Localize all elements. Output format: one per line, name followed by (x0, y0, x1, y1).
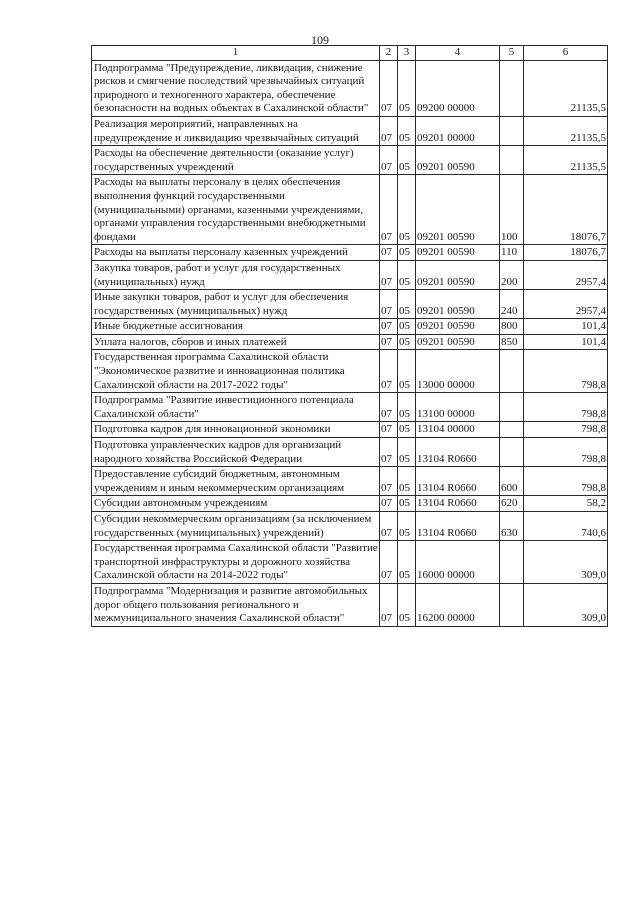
expense-type-cell (500, 422, 524, 438)
section-code-cell: 07 (380, 393, 398, 422)
subsection-code-cell: 05 (398, 334, 416, 350)
expense-type-cell: 630 (500, 512, 524, 541)
column-header: 2 (380, 46, 398, 61)
row-name-cell: Подпрограмма "Предупреждение, ликвидация, снижение рисков и смягчение последствий чрезвычайных ситуаций природного и техногенного характера, обеспечение безопасности на водных объектах в Сахалинской области" (92, 60, 380, 116)
row-name-cell: Уплата налогов, сборов и иных платежей (92, 334, 380, 350)
amount-cell: 101,4 (524, 334, 608, 350)
target-article-cell: 13104 R0660 (416, 467, 500, 496)
amount-cell: 21135,5 (524, 116, 608, 145)
table-row (92, 350, 608, 393)
target-article-cell: 13100 00000 (416, 393, 500, 422)
row-name-cell: Реализация мероприятий, направленных на предупреждение и ликвидацию чрезвычайных ситуаций (92, 116, 380, 145)
page-number: 109 (311, 33, 329, 47)
table-row (92, 334, 608, 350)
row-name-cell: Предоставление субсидий бюджетным, автономным учреждениям и иным некоммерческим организациям (92, 467, 380, 496)
section-code-cell: 07 (380, 290, 398, 319)
row-name-cell: Закупка товаров, работ и услуг для государственных (муниципальных) нужд (92, 260, 380, 289)
amount-cell: 798,8 (524, 438, 608, 467)
expense-type-cell (500, 60, 524, 116)
column-header: 1 (92, 46, 380, 61)
subsection-code-cell: 05 (398, 260, 416, 289)
amount-cell: 309,0 (524, 583, 608, 626)
subsection-code-cell: 05 (398, 319, 416, 335)
section-code-cell: 07 (380, 245, 398, 261)
subsection-code-cell: 05 (398, 146, 416, 175)
amount-cell: 18076,7 (524, 175, 608, 245)
table-row (92, 512, 608, 541)
expense-type-cell: 100 (500, 175, 524, 245)
target-article-cell: 09201 00000 (416, 116, 500, 145)
expense-type-cell: 600 (500, 467, 524, 496)
row-name-cell: Субсидии автономным учреждениям (92, 496, 380, 512)
expense-type-cell (500, 583, 524, 626)
row-name-cell: Расходы на выплаты персоналу в целях обеспечения выполнения функций государственными (муниципальными) органами, казенными учреждениями, органами управления государственными внебюджетными фондами (92, 175, 380, 245)
amount-cell: 58,2 (524, 496, 608, 512)
subsection-code-cell: 05 (398, 583, 416, 626)
column-header: 5 (500, 46, 524, 61)
table-row (92, 116, 608, 145)
target-article-cell: 09201 00590 (416, 146, 500, 175)
subsection-code-cell: 05 (398, 116, 416, 145)
row-name-cell: Подготовка кадров для инновационной экономики (92, 422, 380, 438)
amount-cell: 740,6 (524, 512, 608, 541)
column-header: 4 (416, 46, 500, 61)
expense-type-cell (500, 350, 524, 393)
section-code-cell: 07 (380, 319, 398, 335)
table-row (92, 290, 608, 319)
target-article-cell: 09201 00590 (416, 245, 500, 261)
subsection-code-cell: 05 (398, 60, 416, 116)
column-header: 3 (398, 46, 416, 61)
subsection-code-cell: 05 (398, 350, 416, 393)
expense-type-cell (500, 541, 524, 584)
amount-cell: 2957,4 (524, 290, 608, 319)
expense-type-cell: 620 (500, 496, 524, 512)
target-article-cell: 09200 00000 (416, 60, 500, 116)
target-article-cell: 16000 00000 (416, 541, 500, 584)
amount-cell: 798,8 (524, 467, 608, 496)
table-row (92, 496, 608, 512)
amount-cell: 21135,5 (524, 60, 608, 116)
subsection-code-cell: 05 (398, 541, 416, 584)
expense-type-cell: 800 (500, 319, 524, 335)
row-name-cell: Иные бюджетные ассигнования (92, 319, 380, 335)
section-code-cell: 07 (380, 541, 398, 584)
amount-cell: 18076,7 (524, 245, 608, 261)
row-name-cell: Иные закупки товаров, работ и услуг для обеспечения государственных (муниципальных) нужд (92, 290, 380, 319)
row-name-cell: Подпрограмма "Развитие инвестиционного потенциала Сахалинской области" (92, 393, 380, 422)
expense-type-cell (500, 146, 524, 175)
target-article-cell: 13000 00000 (416, 350, 500, 393)
budget-table (91, 45, 608, 627)
row-name-cell: Расходы на обеспечение деятельности (оказание услуг) государственных учреждений (92, 146, 380, 175)
row-name-cell: Государственная программа Сахалинской области "Развитие транспортной инфраструктуры и дорожного хозяйства Сахалинской области на 2014-2022 годы" (92, 541, 380, 584)
table-row (92, 175, 608, 245)
table-header-row (92, 46, 608, 61)
table-row (92, 583, 608, 626)
target-article-cell: 16200 00000 (416, 583, 500, 626)
target-article-cell: 13104 R0660 (416, 512, 500, 541)
section-code-cell: 07 (380, 116, 398, 145)
target-article-cell: 13104 00000 (416, 422, 500, 438)
section-code-cell: 07 (380, 496, 398, 512)
target-article-cell: 09201 00590 (416, 319, 500, 335)
section-code-cell: 07 (380, 467, 398, 496)
subsection-code-cell: 05 (398, 512, 416, 541)
row-name-cell: Подготовка управленческих кадров для организаций народного хозяйства Российской Федерации (92, 438, 380, 467)
subsection-code-cell: 05 (398, 438, 416, 467)
section-code-cell: 07 (380, 260, 398, 289)
table-row (92, 393, 608, 422)
row-name-cell: Государственная программа Сахалинской области "Экономическое развитие и инновационная политика Сахалинской области на 2017-2022 годы" (92, 350, 380, 393)
section-code-cell: 07 (380, 583, 398, 626)
subsection-code-cell: 05 (398, 245, 416, 261)
row-name-cell: Подпрограмма "Модернизация и развитие автомобильных дорог общего пользования регионального и межмуниципального значения Сахалинской области" (92, 583, 380, 626)
row-name-cell: Расходы на выплаты персоналу казенных учреждений (92, 245, 380, 261)
subsection-code-cell: 05 (398, 496, 416, 512)
expense-type-cell (500, 116, 524, 145)
subsection-code-cell: 05 (398, 393, 416, 422)
amount-cell: 798,8 (524, 393, 608, 422)
target-article-cell: 09201 00590 (416, 290, 500, 319)
expense-type-cell: 240 (500, 290, 524, 319)
expense-type-cell (500, 393, 524, 422)
subsection-code-cell: 05 (398, 290, 416, 319)
section-code-cell: 07 (380, 334, 398, 350)
table-row (92, 60, 608, 116)
expense-type-cell: 850 (500, 334, 524, 350)
target-article-cell: 09201 00590 (416, 334, 500, 350)
amount-cell: 21135,5 (524, 146, 608, 175)
table-row (92, 319, 608, 335)
row-name-cell: Субсидии некоммерческим организациям (за исключением государственных (муниципальных) учреждений) (92, 512, 380, 541)
section-code-cell: 07 (380, 438, 398, 467)
expense-type-cell: 110 (500, 245, 524, 261)
column-header: 6 (524, 46, 608, 61)
table-row (92, 422, 608, 438)
table-row (92, 245, 608, 261)
target-article-cell: 09201 00590 (416, 175, 500, 245)
amount-cell: 2957,4 (524, 260, 608, 289)
subsection-code-cell: 05 (398, 467, 416, 496)
section-code-cell: 07 (380, 422, 398, 438)
table-body (92, 60, 608, 626)
amount-cell: 101,4 (524, 319, 608, 335)
section-code-cell: 07 (380, 350, 398, 393)
subsection-code-cell: 05 (398, 175, 416, 245)
table-row (92, 438, 608, 467)
table-row (92, 541, 608, 584)
section-code-cell: 07 (380, 60, 398, 116)
target-article-cell: 13104 R0660 (416, 438, 500, 467)
table-row (92, 260, 608, 289)
table-row (92, 146, 608, 175)
subsection-code-cell: 05 (398, 422, 416, 438)
amount-cell: 309,0 (524, 541, 608, 584)
section-code-cell: 07 (380, 512, 398, 541)
target-article-cell: 13104 R0660 (416, 496, 500, 512)
table-row (92, 467, 608, 496)
amount-cell: 798,8 (524, 350, 608, 393)
expense-type-cell (500, 438, 524, 467)
expense-type-cell: 200 (500, 260, 524, 289)
target-article-cell: 09201 00590 (416, 260, 500, 289)
section-code-cell: 07 (380, 175, 398, 245)
amount-cell: 798,8 (524, 422, 608, 438)
section-code-cell: 07 (380, 146, 398, 175)
